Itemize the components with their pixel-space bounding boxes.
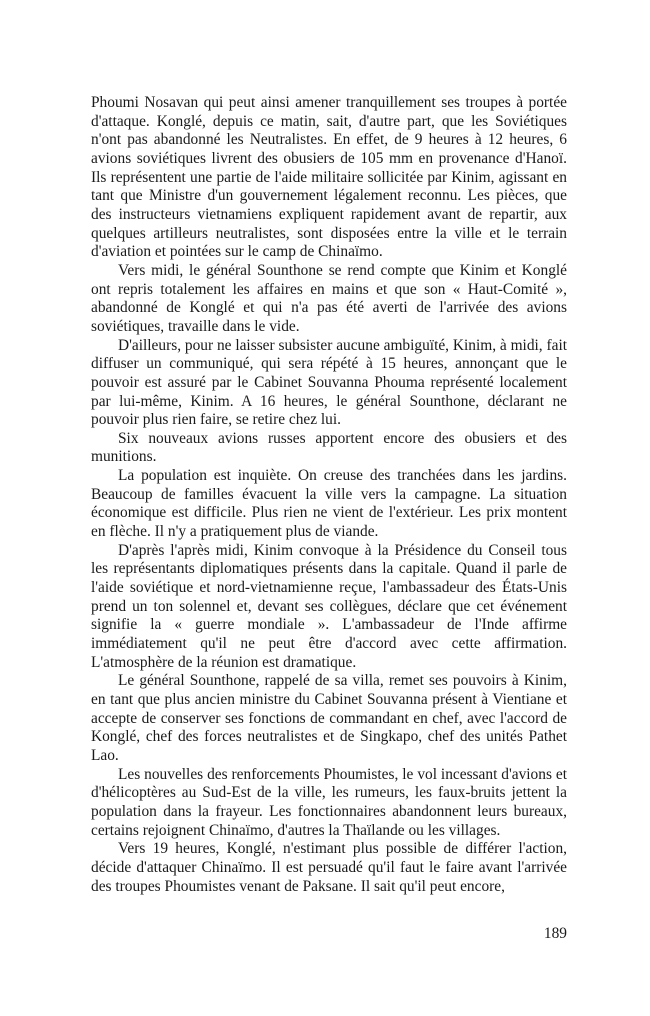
- paragraph: Le général Sounthone, rappelé de sa villa, remet ses pouvoirs à Kinim, en tant que plus ancien ministre du Cabinet Souvanna présent à Vientiane et accepte de conserver ses fonctions de commandant en chef, avec l'accord de Konglé, chef des forces neutralistes et de Singkapo, chef des unités Pathet Lao.: [91, 672, 567, 764]
- paragraph: Les nouvelles des renforcements Phoumistes, le vol incessant d'avions et d'hélicoptères au Sud-Est de la ville, les rumeurs, les faux-bruits jettent la population dans la frayeur. Les fonctionnaires abandonnent leurs bureaux, certains rejoignent Chinaïmo, d'autres la Thaïlande ou les villages.: [91, 765, 567, 839]
- paragraph: D'après l'après midi, Kinim convoque à la Présidence du Conseil tous les représentants diplomatiques présents dans la capitale. Quand il parle de l'aide soviétique et nord-vietnamienne reçue, l'ambassadeur des États-Unis prend un ton solennel et, devant ses collègues, déclare que cet événement signifie la « guerre mondiale ». L'ambassadeur de l'Inde affirme immédiatement qu'il ne peut être d'accord avec cette affirmation. L'atmosphère de la réunion est dramatique.: [91, 541, 567, 671]
- paragraph: D'ailleurs, pour ne laisser subsister aucune ambiguïté, Kinim, à midi, fait diffuser un communiqué, qui sera répété à 15 heures, annonçant que le pouvoir est assuré par le Cabinet Souvanna Phouma représenté localement par lui-même, Kinim. A 16 heures, le général Sounthone, déclarant ne pouvoir plus rien faire, se retire chez lui.: [91, 336, 567, 429]
- page-body-text: [91, 94, 567, 896]
- page-number: 189: [543, 925, 567, 942]
- paragraph: Six nouveaux avions russes apportent encore des obusiers et des munitions.: [91, 429, 567, 466]
- paragraph: La population est inquiète. On creuse des tranchées dans les jardins. Beaucoup de familles évacuent la ville vers la campagne. La situation économique est difficile. Plus rien ne vient de l'extérieur. Les prix montent en flèche. Il n'y a pratiquement plus de viande.: [91, 467, 567, 541]
- paragraph: Phoumi Nosavan qui peut ainsi amener tranquillement ses troupes à portée d'attaque. Konglé, depuis ce matin, sait, d'autre part, que les Soviétiques n'ont pas abandonné les Neutralistes. En effet, de 9 heures à 12 heures, 6 avions soviétiques livrent des obusiers de 105 mm en provenance d'Hanoï. Ils représentent une partie de l'aide militaire sollicitée par Kinim, agissant en tant que Ministre d'un gouvernement légalement reconnu. Les pièces, que des instructeurs vietnamiens expliquent rapidement avant de repartir, aux quelques artilleurs neutralistes, sont disposées entre la ville et le terrain d'aviation et pointées sur le camp de Chinaïmo.: [91, 94, 567, 261]
- paragraph: Vers midi, le général Sounthone se rend compte que Kinim et Konglé ont repris totalement les affaires en mains et que son « Haut-Comité », abandonné de Konglé et qui n'a pas été averti de l'arrivée des avions soviétiques, travaille dans le vide.: [91, 261, 567, 335]
- paragraph: Vers 19 heures, Konglé, n'estimant plus possible de différer l'action, décide d'attaquer Chinaïmo. Il est persuadé qu'il faut le faire avant l'arrivée des troupes Phoumistes venant de Paksane. Il sait qu'il peut encore,: [91, 840, 567, 895]
